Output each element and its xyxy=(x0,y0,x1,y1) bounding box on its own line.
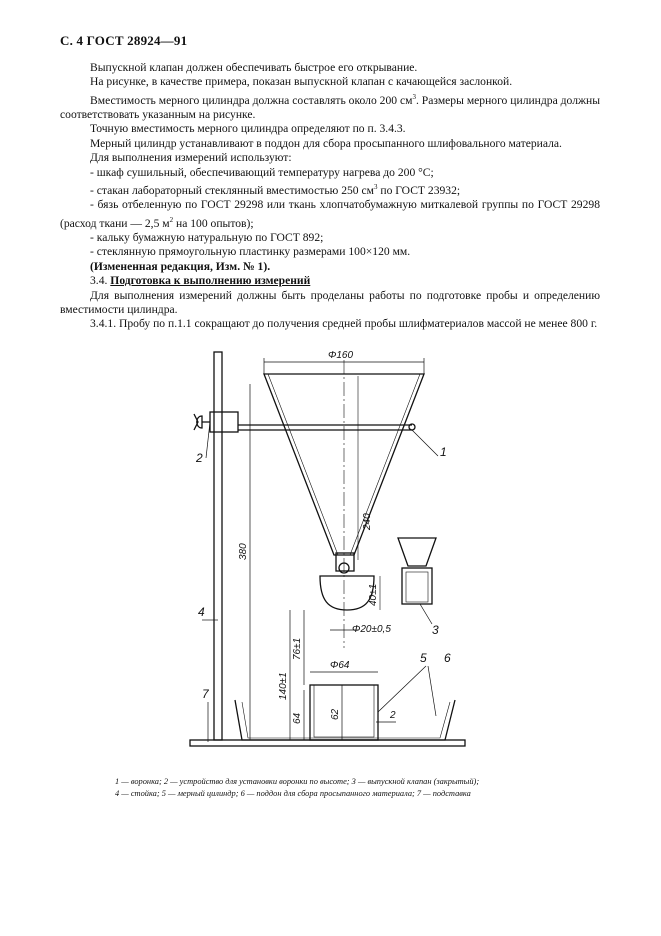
list-item: - стеклянную прямоугольную пластинку размерами 100×120 мм. xyxy=(90,245,411,259)
dim-d160: Φ160 xyxy=(328,350,354,361)
list-item: - кальку бумажную натуральную по ГОСТ 892; xyxy=(90,231,324,245)
text-span: . Размеры мерного цилиндра должны соответствовать указанным на рисунке. xyxy=(60,93,600,122)
figure-caption xyxy=(115,776,615,800)
dim-w2: 2 xyxy=(390,710,396,721)
superscript: 3 xyxy=(412,92,416,101)
page-header: С. 4 ГОСТ 28924—91 xyxy=(60,33,188,48)
dim-d20: Φ20±0,5 xyxy=(352,624,391,635)
measuring-cylinder xyxy=(310,685,378,740)
section-number: 3.4. xyxy=(90,274,108,288)
paragraph: На рисунке, в качестве примера, показан выпускной клапан с качающейся заслонкой. xyxy=(90,75,513,89)
section-heading xyxy=(60,274,600,288)
amendment-note: (Измененная редакция, Изм. № 1). xyxy=(90,259,271,273)
paragraph: Мерный цилиндр устанавливают в поддон для сбора просыпанного шлифовального материала. xyxy=(90,136,562,150)
paragraph: Выпускной клапан должен обеспечивать быстрое его открывание. xyxy=(90,61,418,74)
valve-flap xyxy=(320,576,374,610)
label-7: 7 xyxy=(202,687,209,701)
valve-detail xyxy=(398,538,436,566)
paragraph: Для выполнения измерений должны быть проделаны работы по подготовке пробы и определению вместимости цилиндра. xyxy=(60,288,600,317)
label-4: 4 xyxy=(198,605,205,619)
paragraph: Точную вместимость мерного цилиндра определяют по п. 3.4.3. xyxy=(90,122,406,136)
stand-rod xyxy=(214,352,222,740)
text-span: на 100 опытов); xyxy=(173,216,254,230)
dim-h64: 64 xyxy=(292,712,303,724)
label-6: 6 xyxy=(444,651,451,665)
dim-h76: 76±1 xyxy=(292,637,303,660)
paragraph: Для выполнения измерений используют: xyxy=(90,151,292,165)
dim-h40: 40±1 xyxy=(368,583,379,606)
superscript: 2 xyxy=(169,215,174,224)
section-title: Подготовка к выполнению измерений xyxy=(110,274,311,288)
text-span: - бязь отбеленную по ГОСТ 29298 или ткань хлопчатобумажную миткалевой группы по ГОСТ 29298 (расход ткани — 2,5 м xyxy=(60,198,600,230)
dim-h240: 240 xyxy=(362,513,373,530)
label-3: 3 xyxy=(432,623,439,637)
caption-line: 4 — стойка; 5 — мерный цилиндр; 6 — поддон для сбора просыпанного материала; 7 — подставка xyxy=(115,789,471,798)
collection-tray xyxy=(235,700,455,740)
dim-h140: 140±1 xyxy=(278,672,289,700)
paragraph xyxy=(60,90,600,123)
superscript: 3 xyxy=(373,183,378,192)
dim-h62: 62 xyxy=(330,708,341,720)
list-item xyxy=(60,198,600,231)
label-1: 1 xyxy=(440,445,447,459)
list-item xyxy=(60,180,600,198)
text-span: Вместимость мерного цилиндра должна составлять около 200 см xyxy=(90,93,413,107)
label-5: 5 xyxy=(420,651,427,665)
base-plate xyxy=(190,740,465,746)
dim-d64: Φ64 xyxy=(330,660,350,671)
label-2: 2 xyxy=(196,451,203,465)
dim-h380: 380 xyxy=(238,543,249,560)
caption-line: 1 — воронка; 2 — устройство для установки воронки по высоте; 3 — выпускной клапан (закрытый); xyxy=(115,777,480,786)
body-text xyxy=(60,61,600,332)
paragraph: 3.4.1. Пробу по п.1.1 сокращают до получения средней пробы шлифматериалов массой не менее 800 г. xyxy=(90,317,598,331)
text-span: - стакан лабораторный стеклянный вместимостью 250 см xyxy=(90,183,374,197)
apparatus-drawing xyxy=(180,340,480,760)
text-span: по ГОСТ 23932; xyxy=(377,183,461,197)
list-item: - шкаф сушильный, обеспечивающий температуру нагрева до 200 °С; xyxy=(90,165,434,179)
wing-screw-icon xyxy=(194,414,210,430)
